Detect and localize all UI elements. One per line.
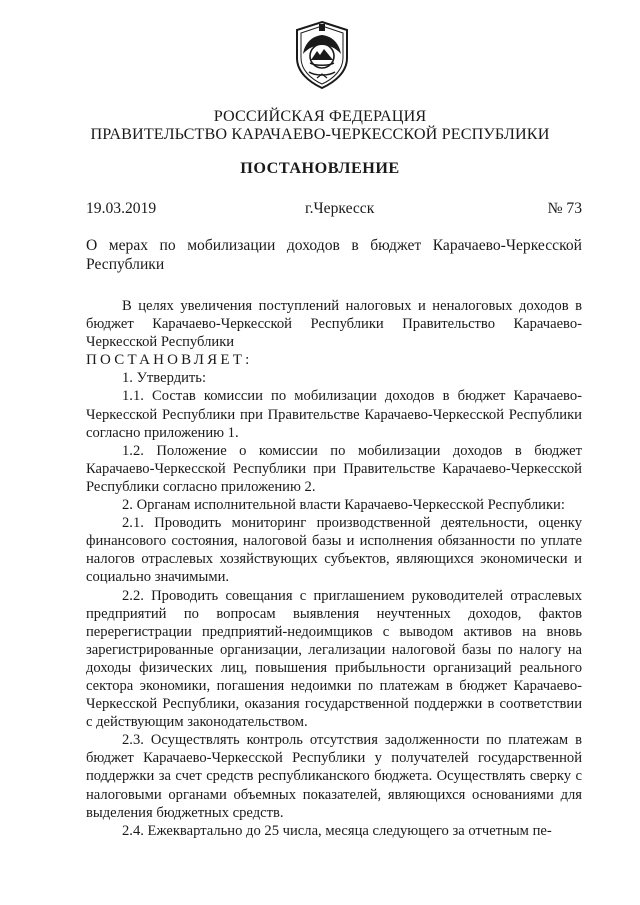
document-body — [86, 297, 582, 840]
paragraph-2-1: 2.1. Проводить мониторинг производственной деятельности, оценку финансового состояния, налоговой базы и исполнения обязанности по уплате налогов отраслевых хозяйствующих субъектов, являющихся экономически и социально значимыми. — [86, 515, 582, 586]
paragraph-resolve: ПОСТАНОВЛЯЕТ: — [86, 352, 253, 369]
header-country: РОССИЙСКАЯ ФЕДЕРАЦИЯ — [213, 107, 427, 125]
document-date: 19.03.2019 — [86, 200, 157, 217]
header-government: ПРАВИТЕЛЬСТВО КАРАЧАЕВО-ЧЕРКЕССКОЙ РЕСПУБЛИКИ — [90, 125, 550, 143]
coat-of-arms-emblem — [291, 20, 353, 90]
document-number: № 73 — [547, 200, 582, 217]
paragraph-1-1: 1.1. Состав комиссии по мобилизации доходов в бюджет Карачаево-Черкесской Республики при Правительстве Карачаево-Черкесской Республики согласно приложению 1. — [86, 388, 582, 441]
paragraph-2-3: 2.3. Осуществлять контроль отсутствия задолженности по платежам в бюджет Карачаево-Черкесской Республики у получателей государственной поддержки за счет средств республиканского бюджета. Осуществлять сверку с налоговыми органами объемных показателей, являющихся основаниями для выделения бюджетных средств. — [86, 732, 582, 821]
document-meta — [86, 200, 582, 218]
paragraph-2-4: 2.4. Ежеквартально до 25 числа, месяца следующего за отчетным пе- — [122, 822, 552, 839]
paragraph-1-2: 1.2. Положение о комиссии по мобилизации доходов в бюджет Карачаево-Черкесской Республики при Правительстве Карачаево-Черкесской Республики согласно приложению 2. — [86, 442, 582, 495]
document-subject: О мерах по мобилизации доходов в бюджет Карачаево-Черкесской Республики — [86, 237, 582, 273]
document-city: г.Черкесск — [305, 200, 375, 217]
paragraph-intro: В целях увеличения поступлений налоговых и неналоговых доходов в бюджет Карачаево-Черкесской Республики Правительство Карачаево-Черкесской Республики — [86, 298, 582, 351]
document-title: ПОСТАНОВЛЕНИЕ — [240, 159, 400, 177]
paragraph-2-2: 2.2. Проводить совещания с приглашением руководителей отраслевых предприятий по вопросам выявления неучтенных доходов, фактов перерегистрации предприятий-недоимщиков с выводом активов на вновь зарегистрированные организации, легализации налоговой базы по налогу на доходы физических лиц, повышения прибыльности организаций реального сектора экономики, погашения недоимки по платежам в бюджет Карачаево-Черкесской Республики, оказания государственной поддержки в соответствии с действующим законодательством. — [86, 587, 582, 731]
paragraph-1: 1. Утвердить: — [122, 370, 207, 387]
paragraph-2: 2. Органам исполнительной власти Карачаево-Черкесской Республики: — [122, 497, 565, 514]
